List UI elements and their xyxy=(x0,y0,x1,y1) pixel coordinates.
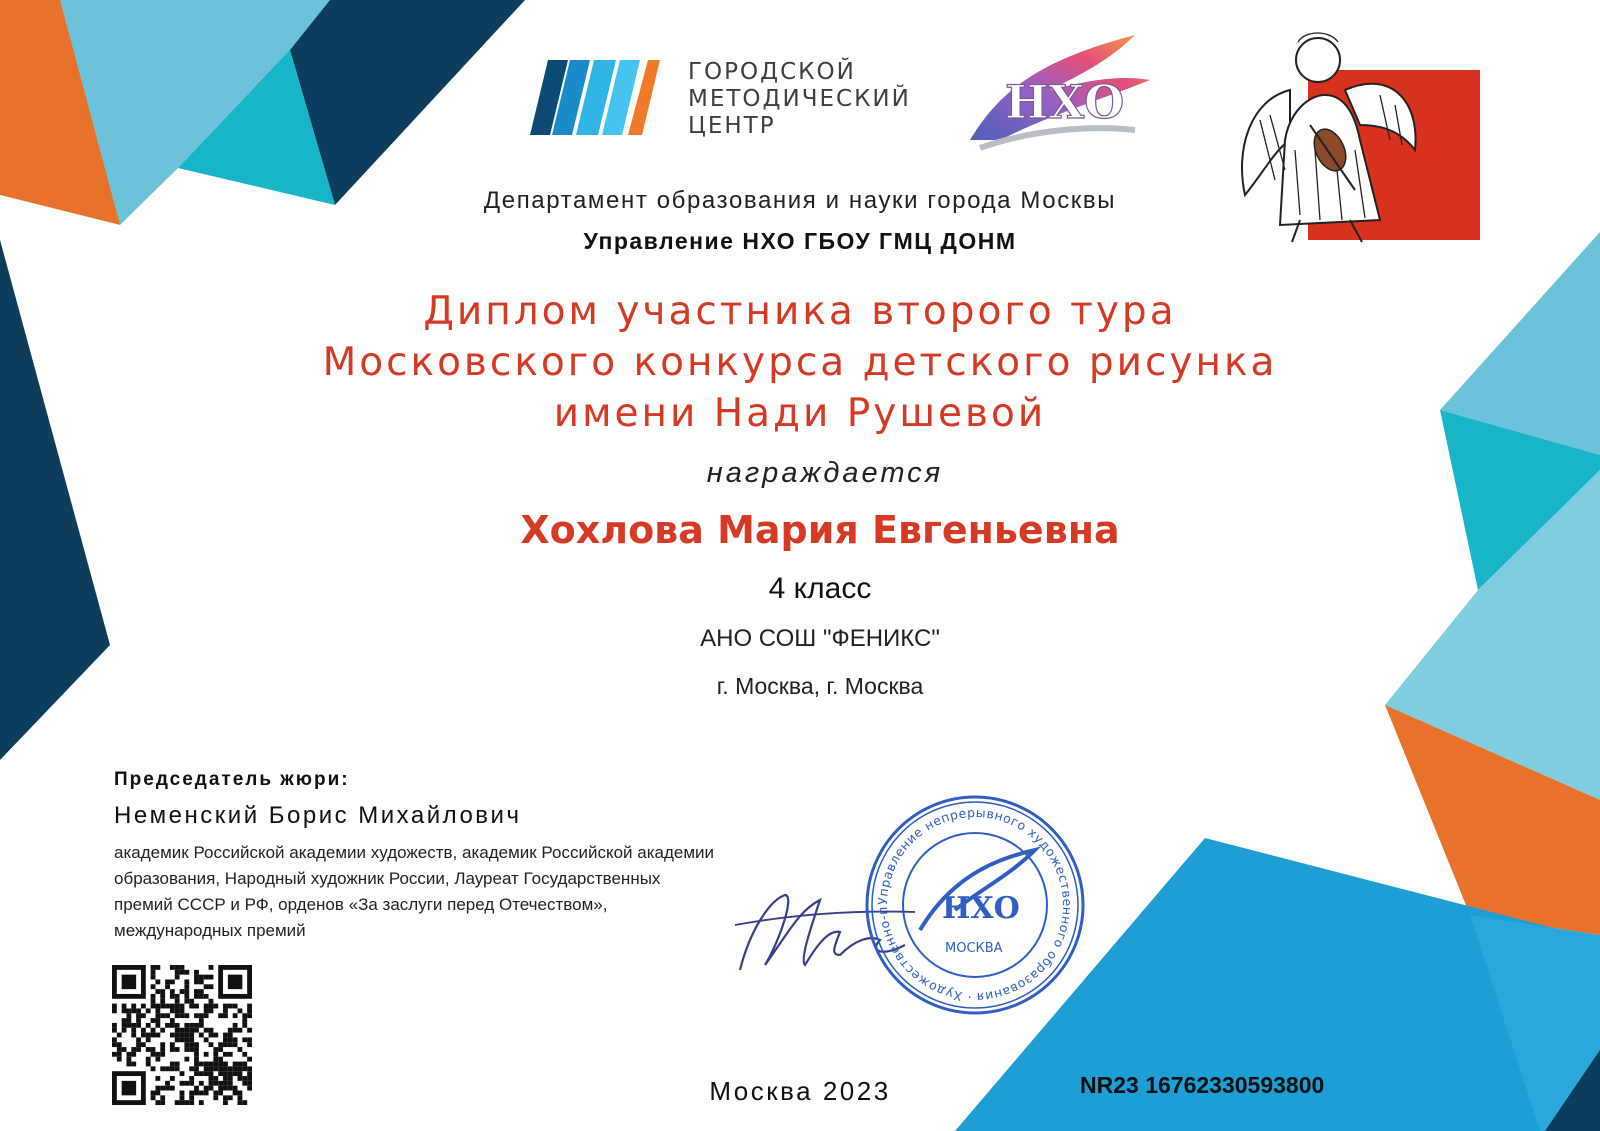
diploma-title xyxy=(250,286,1350,439)
nho-logo-text: НХО xyxy=(1005,75,1125,129)
recipient-school: АНО СОШ "ФЕНИКС" xyxy=(700,625,940,652)
gmc-logo-text: ГОРОДСКОЙ МЕТОДИЧЕСКИЙ ЦЕНТР xyxy=(688,59,911,139)
department-name: Департамент образования и науки города Москвы xyxy=(483,187,1117,214)
diploma-number: NR23 16762330593800 xyxy=(1080,1072,1325,1098)
description-line: международных премий xyxy=(114,921,306,940)
official-stamp xyxy=(860,790,1090,1020)
description-line: премий СССР и РФ, орденов «За заслуги перед Отечеством», xyxy=(114,895,608,914)
stamp-ring-text: Управление непрерывного художественного образования · Художественно-п xyxy=(874,804,1076,1006)
jury-chair-description xyxy=(114,840,814,944)
gmc-mark-icon xyxy=(530,55,680,140)
stamp-center-text: НХО xyxy=(942,891,1020,926)
description-line: академик Российской академии художеств, академик Российской академии xyxy=(114,843,715,862)
recipient-city: г. Москва, г. Москва xyxy=(716,673,924,699)
nho-logo xyxy=(960,30,1160,160)
title-line: Московского конкурса детского рисунка xyxy=(322,340,1278,385)
angel-emblem xyxy=(1230,30,1480,245)
city-year: Москва 2023 xyxy=(709,1076,891,1106)
title-line: Диплом участника второго тура xyxy=(423,289,1177,334)
recipient-name: Хохлова Мария Евгеньевна xyxy=(520,508,1120,552)
awarded-label: награждается xyxy=(706,457,944,489)
jury-chair-label: Председатель жюри: xyxy=(114,769,350,790)
deco-shape xyxy=(0,240,110,760)
qr-code xyxy=(112,965,252,1105)
gmc-logo xyxy=(530,55,911,140)
stamp-city-text: МОСКВА xyxy=(945,941,1003,956)
jury-chair-name: Неменский Борис Михайлович xyxy=(114,802,522,829)
description-line: образования, Народный художник России, Лауреат Государственных xyxy=(114,869,661,888)
angel-violin-icon xyxy=(1230,30,1480,245)
nho-brush-icon xyxy=(960,30,1160,160)
stamp-seal-icon xyxy=(860,790,1090,1020)
qr-code-icon xyxy=(112,965,252,1105)
recipient-grade: 4 класс xyxy=(768,572,872,605)
office-name: Управление НХО ГБОУ ГМЦ ДОНМ xyxy=(583,228,1017,254)
title-line: имени Нади Рушевой xyxy=(553,391,1047,436)
